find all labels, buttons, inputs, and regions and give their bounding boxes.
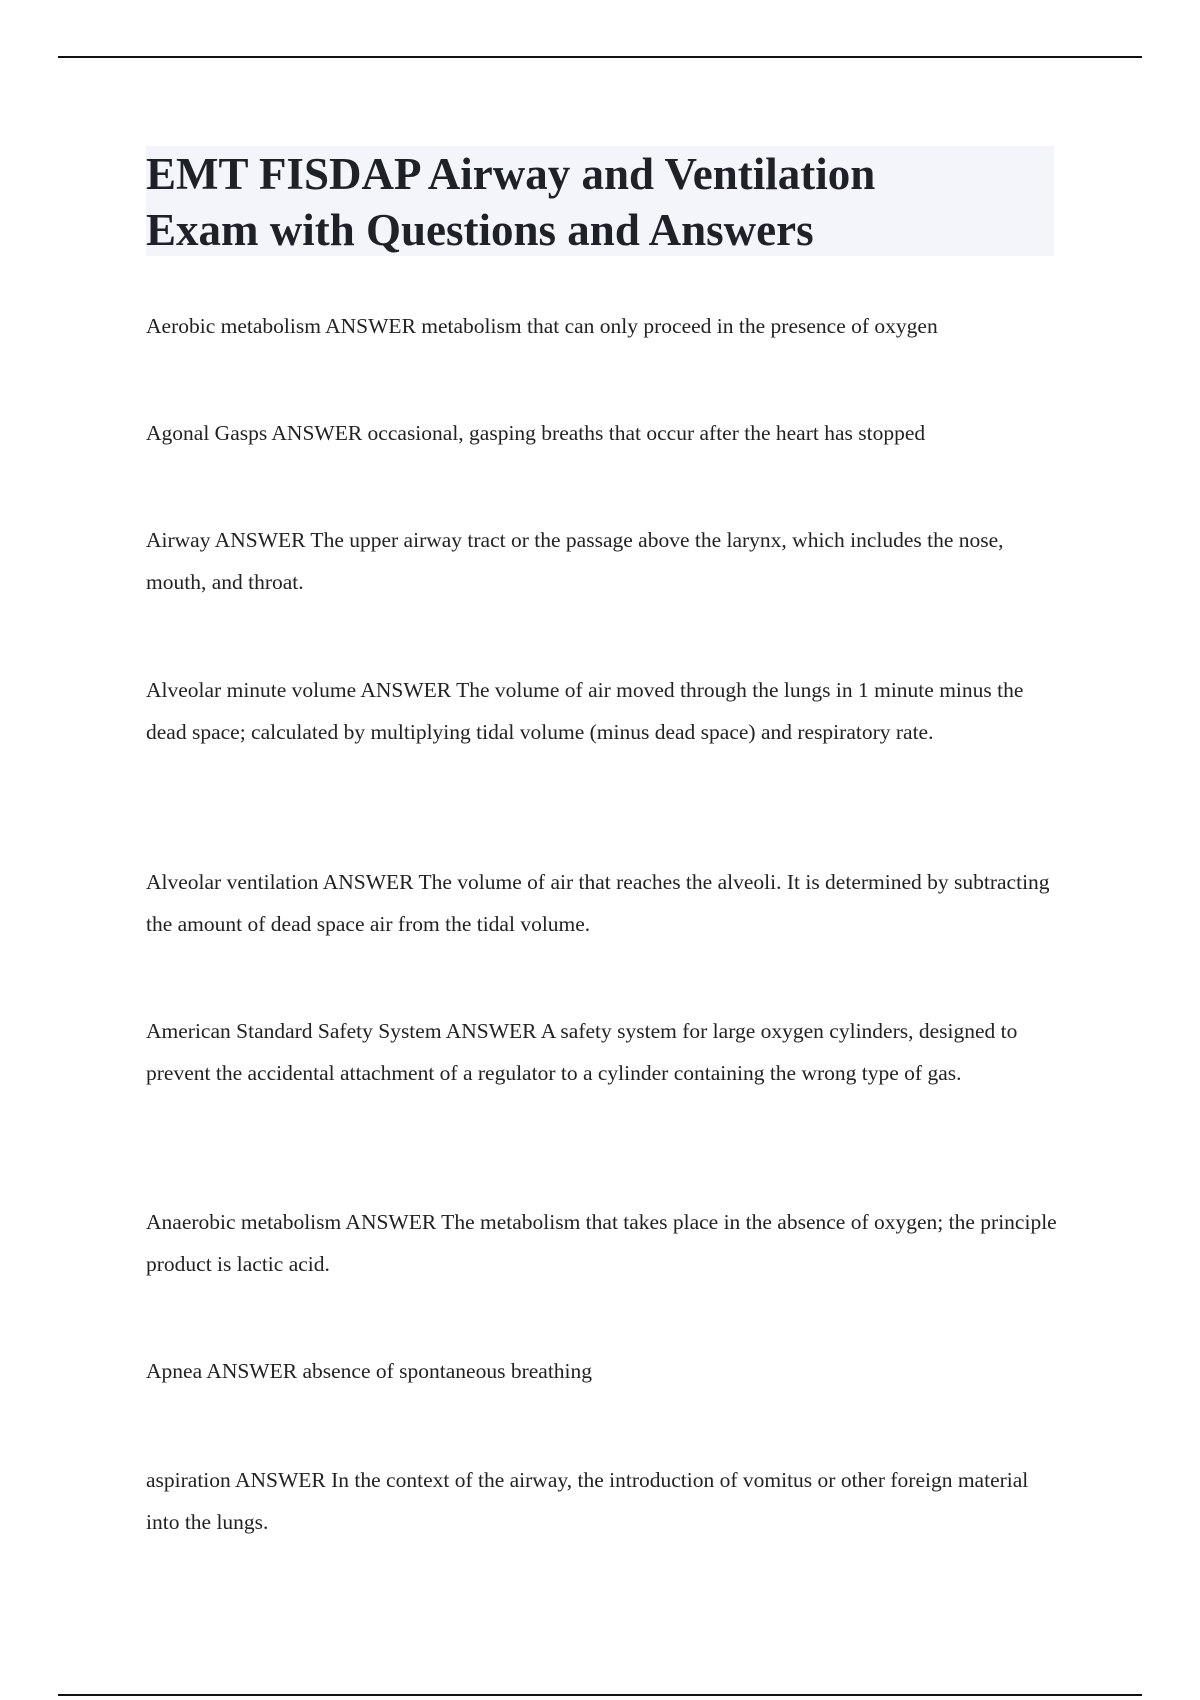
title-block [146,146,1054,256]
qa-entry: American Standard Safety System ANSWER A safety system for large oxygen cylinders, designed to prevent the accidental attachment of a regulator to a cylinder containing the wrong type of gas. [146,1019,1018,1085]
qa-entry: aspiration ANSWER In the context of the airway, the introduction of vomitus or other foreign material into the lungs. [146,1468,1029,1534]
qa-entry: Alveolar ventilation ANSWER The volume of air that reaches the alveoli. It is determined by subtracting the amount of dead space air from the tidal volume. [146,870,1050,936]
qa-entry: Agonal Gasps ANSWER occasional, gasping breaths that occur after the heart has stopped [146,421,926,445]
title-line-2: Exam with Questions and Answers [146,205,814,255]
bottom-rule [58,1694,1142,1696]
qa-entry: Apnea ANSWER absence of spontaneous breathing [146,1359,593,1383]
qa-entry: Airway ANSWER The upper airway tract or the passage above the larynx, which includes the nose, mouth, and throat. [146,528,1004,594]
top-rule [58,56,1142,58]
document-title [146,146,1054,258]
qa-entry: Anaerobic metabolism ANSWER The metabolism that takes place in the absence of oxygen; the principle product is lactic acid. [146,1210,1057,1276]
qa-entry: Aerobic metabolism ANSWER metabolism that can only proceed in the presence of oxygen [146,314,938,338]
qa-entry: Alveolar minute volume ANSWER The volume of air moved through the lungs in 1 minute minus the dead space; calculated by multiplying tidal volume (minus dead space) and respiratory rate. [146,678,1024,744]
title-line-1: EMT FISDAP Airway and Ventilation [146,149,876,199]
